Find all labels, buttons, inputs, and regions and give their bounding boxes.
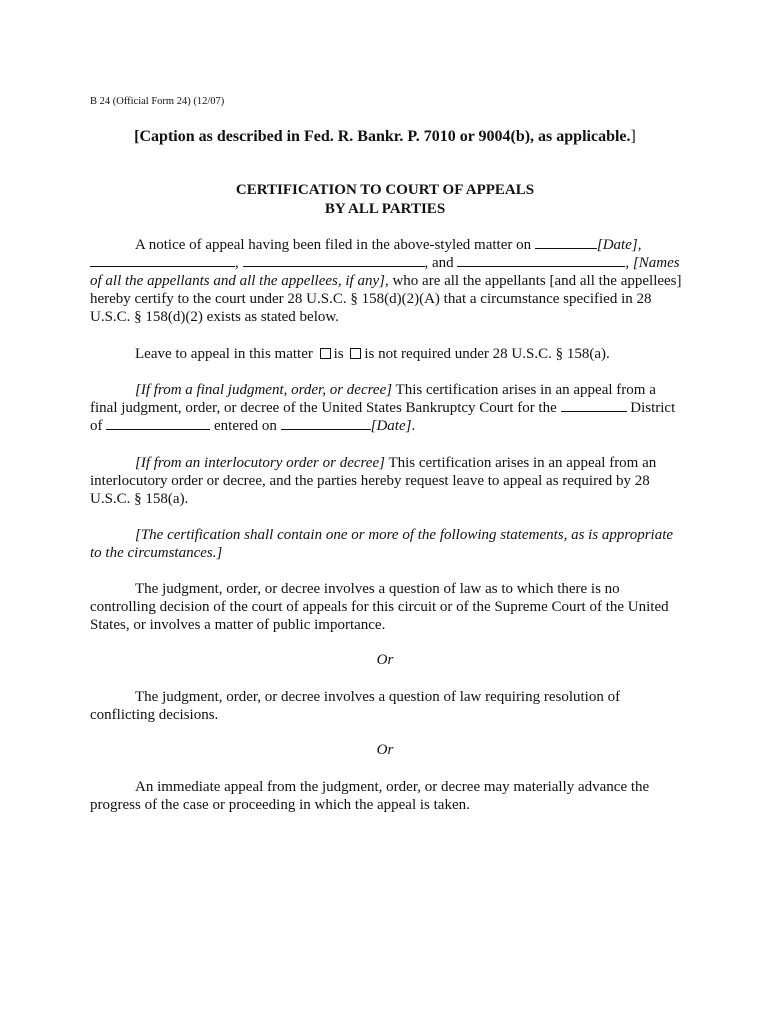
final-judgment-text-3: entered on xyxy=(210,418,281,434)
caption-heading xyxy=(0,128,770,146)
party-blank-1[interactable] xyxy=(90,254,235,267)
title-line-1: CERTIFICATION TO COURT OF APPEALS xyxy=(235,182,535,198)
caption-text: [Caption as described in Fed. R. Bankr. P. 7010 or 9004(b), as applicable. xyxy=(134,128,631,145)
statement-3: An immediate appeal from the judgment, order, or decree may materially advance the progress of the case or proceeding in which the appeal is taken. xyxy=(90,779,650,813)
names-label: [Names of all the appellants and all the appellees, if any] xyxy=(90,255,680,289)
interlocutory-text: This certification arises in an appeal from an interlocutory order or decree, and the parties hereby request leave to appeal as required by 28 U.S.C. § 158(a). xyxy=(90,455,657,507)
party-blank-2[interactable] xyxy=(243,254,425,267)
is-label: is xyxy=(333,346,344,362)
leave-paragraph xyxy=(90,345,684,363)
title-line-2: BY ALL PARTIES xyxy=(324,201,446,217)
date-blank[interactable] xyxy=(535,236,597,249)
final-judgment-paragraph xyxy=(90,381,684,435)
statement-1: The judgment, order, or decree involves a question of law as to which there is no controlling decision of the court of appeals for this circuit or of the Supreme Court of the United States, or involves a matter of public importance. xyxy=(90,581,669,633)
form-identifier: B 24 (Official Form 24) (12/07) xyxy=(90,96,225,107)
final-judgment-text-1: This certification arises in an appeal from a final judgment, order, or decree of the United States Bankruptcy Court for the xyxy=(90,382,656,416)
date-label: [Date] xyxy=(596,237,638,253)
or-separator-1: Or xyxy=(376,652,394,668)
is-checkbox[interactable] xyxy=(320,348,331,359)
district-blank-1[interactable] xyxy=(561,399,627,412)
is-not-label: is not required under 28 U.S.C. § 158(a). xyxy=(364,346,610,362)
leave-text: Leave to appeal in this matter xyxy=(135,346,313,362)
notice-rest: , who are all the appellants [and all the appellees] hereby certify to the court under 28 U.S.C. § 158(d)(2)(A) that a circumstance specified in 28 U.S.C. § 158(d)(2) exists as stated below. xyxy=(90,273,682,325)
statement-2: The judgment, order, or decree involves a question of law requiring resolution of conflicting decisions. xyxy=(90,689,621,723)
notice-comma: , xyxy=(637,237,642,253)
district-blank-2[interactable] xyxy=(106,417,210,430)
is-not-checkbox[interactable] xyxy=(350,348,361,359)
or-separator-2: Or xyxy=(376,742,394,758)
interlocutory-paragraph xyxy=(90,454,684,508)
entered-date-blank[interactable] xyxy=(281,417,371,430)
instruction-paragraph: [The certification shall contain one or more of the following statements, as is appropriate to the circumstances.] xyxy=(90,527,674,561)
final-judgment-end: . xyxy=(411,418,416,434)
final-judgment-text-2: District of xyxy=(90,400,676,434)
party-blank-3[interactable] xyxy=(457,254,625,267)
notice-separator-1: , xyxy=(235,255,243,271)
interlocutory-label: [If from an interlocutory order or decree] xyxy=(135,455,385,471)
final-judgment-label: [If from a final judgment, order, or decree] xyxy=(135,382,393,398)
notice-paragraph xyxy=(90,236,684,326)
notice-lead: A notice of appeal having been filed in the above-styled matter on xyxy=(135,237,535,253)
caption-bracket: ] xyxy=(630,128,636,145)
final-date-label: [Date] xyxy=(370,418,412,434)
notice-and: , and xyxy=(424,255,458,271)
notice-separator-3: , xyxy=(625,255,633,271)
document-title xyxy=(0,181,770,219)
